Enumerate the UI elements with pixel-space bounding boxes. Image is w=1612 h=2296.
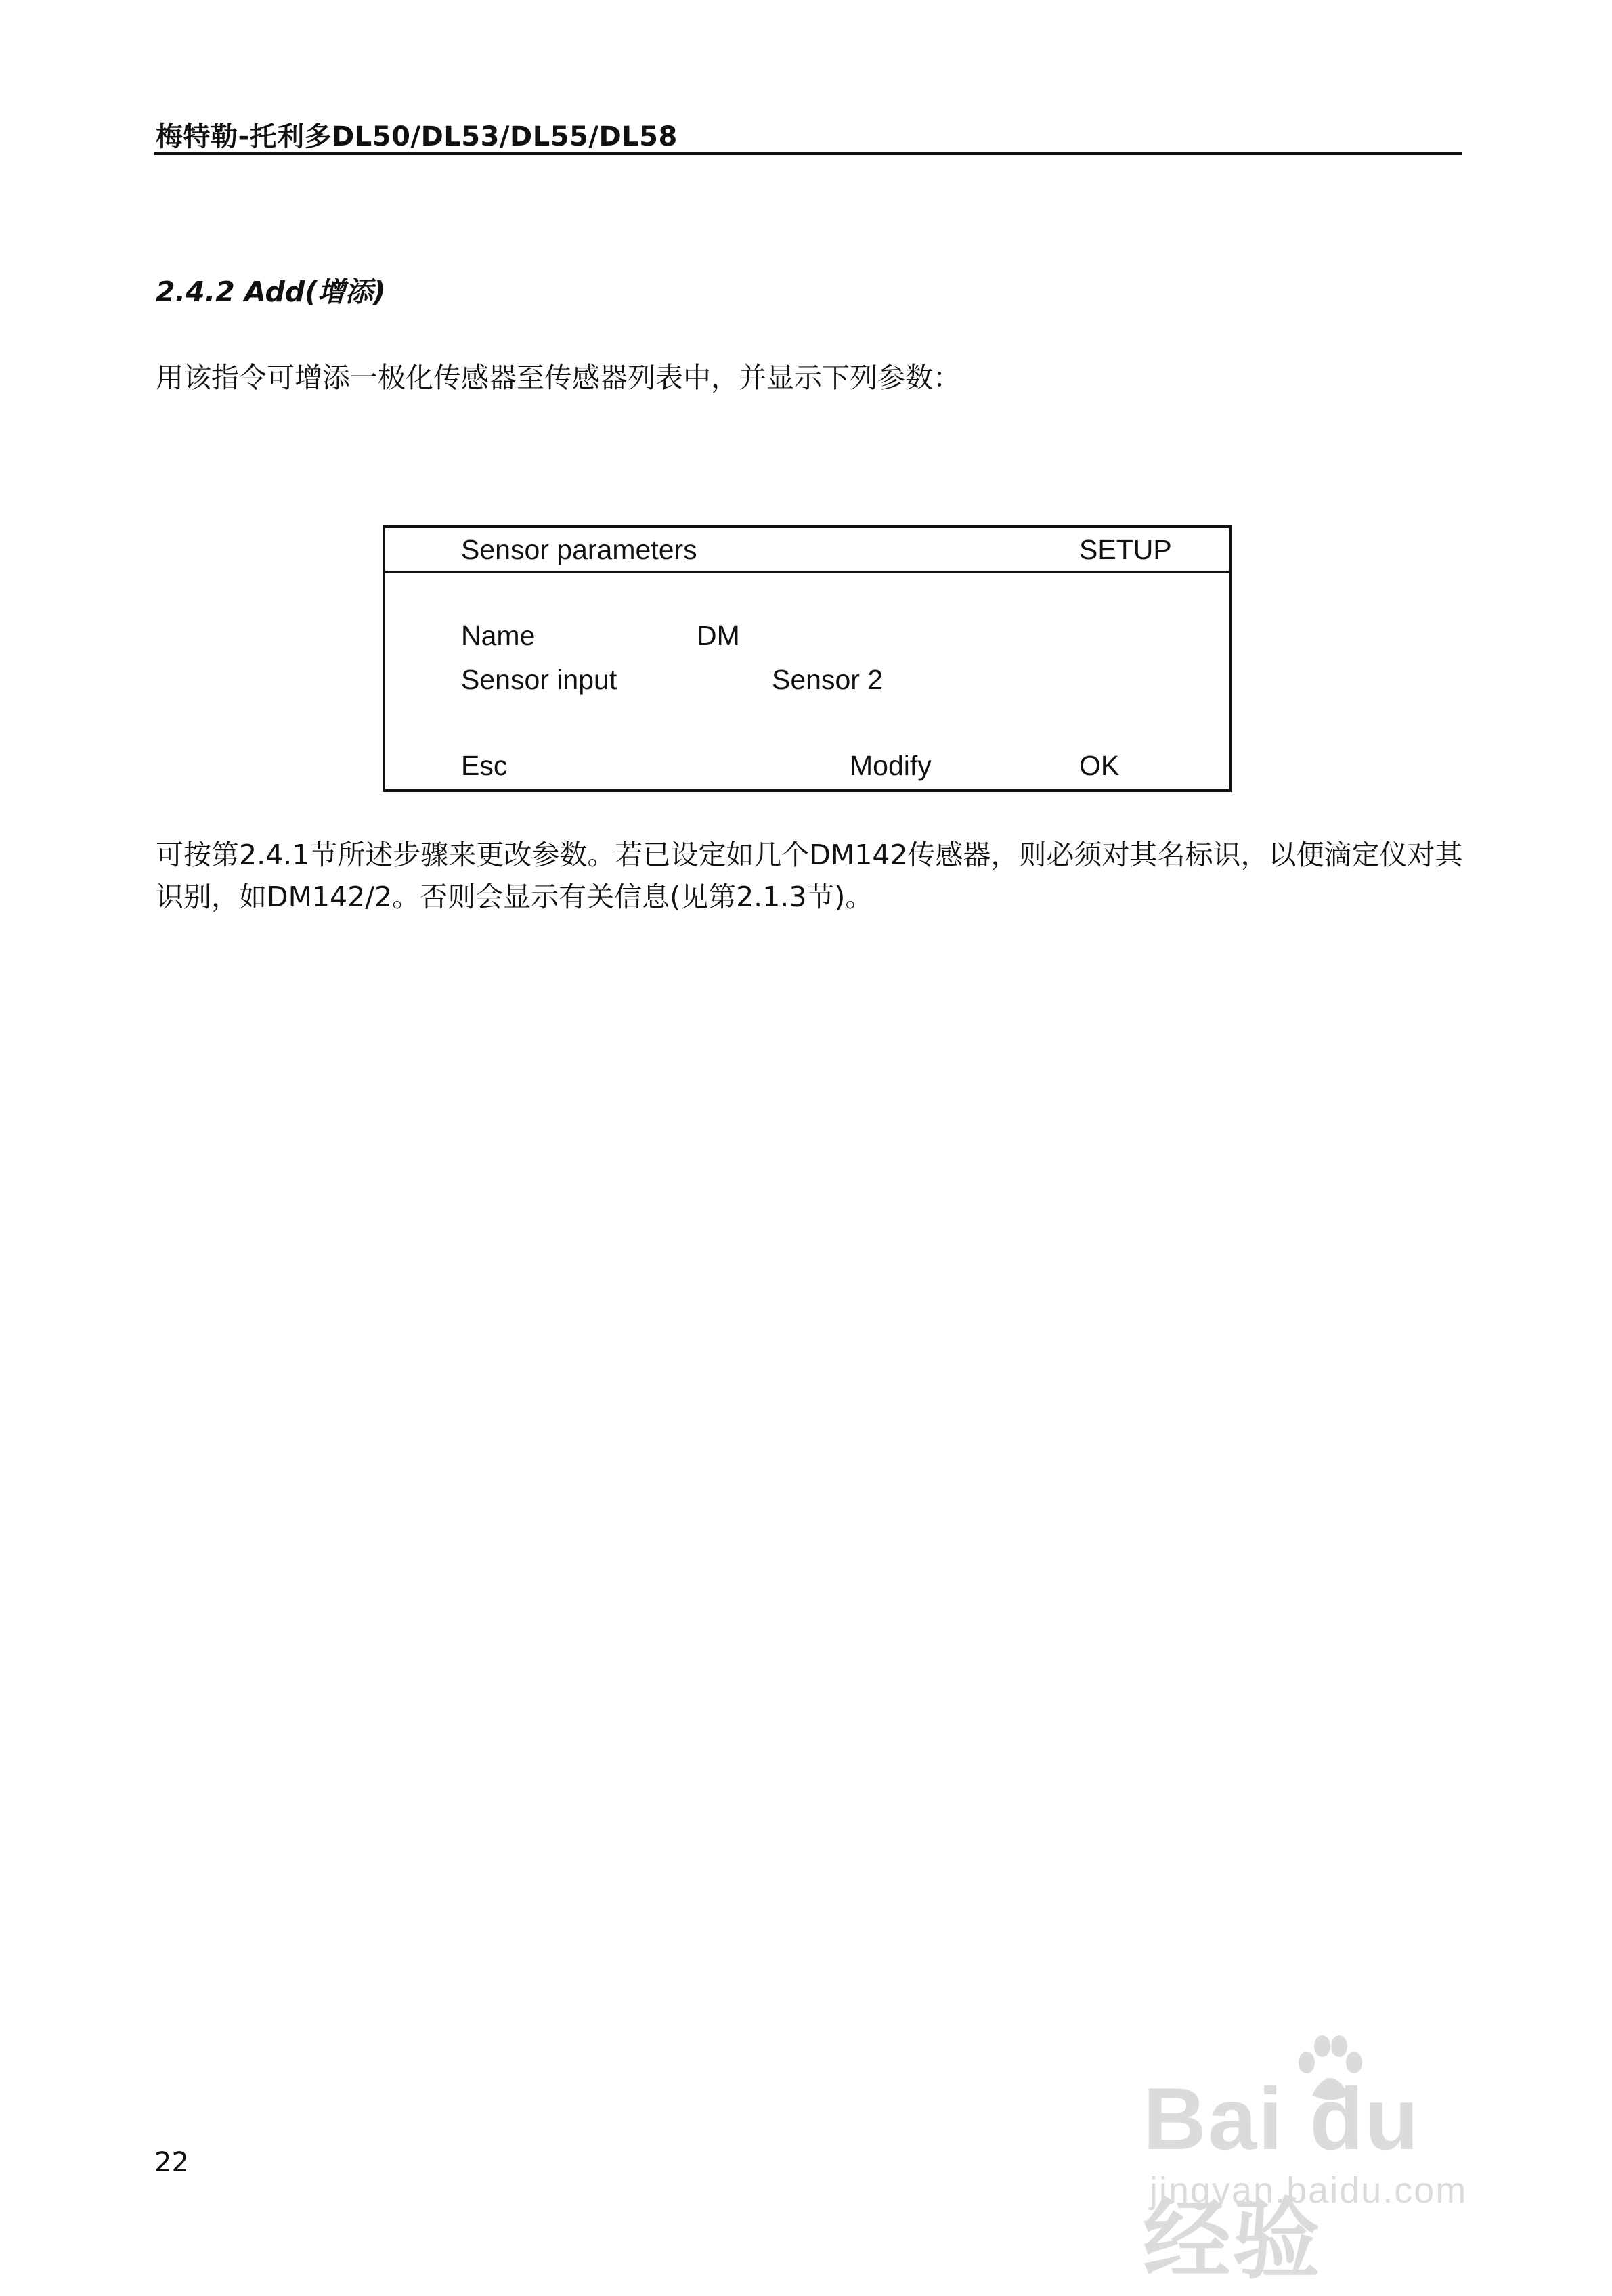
body-paragraph: 可按第2.4.1节所述步骤来更改参数。若已设定如几个DM142传感器，则必须对其名标识，以便滴定仪对其识别，如DM142/2。否则会显示有关信息(见第2.1.3节)。 [156,839,1463,913]
header-rule [154,152,1462,155]
watermark-url: jingyan.baidu.com [1150,2170,1468,2211]
lcd-mode: SETUP [1079,534,1172,565]
watermark-logo: Bai du 经验 [1143,2069,1420,2289]
lcd-screen [383,525,1232,792]
lcd-row-label: Sensor input [461,664,617,695]
lcd-row-value[interactable]: Sensor 2 [772,664,884,695]
lcd-title-bar [385,528,1229,573]
modify-softkey[interactable]: Modify [850,750,932,781]
lcd-row-value[interactable]: DM [697,620,740,651]
baidu-watermark [1143,2034,1522,2289]
lcd-title: Sensor parameters [461,534,697,565]
page-number: 22 [154,2147,189,2178]
esc-softkey[interactable]: Esc [461,750,508,781]
running-header: 梅特勒-托利多DL50/DL53/DL55/DL58 [156,121,678,152]
lcd-row-label: Name [461,620,536,651]
ok-softkey[interactable]: OK [1079,750,1120,781]
intro-paragraph: 用该指令可增添一极化传感器至传感器列表中，并显示下列参数： [156,361,961,394]
section-heading: 2.4.2 Add(增添) [156,275,386,308]
